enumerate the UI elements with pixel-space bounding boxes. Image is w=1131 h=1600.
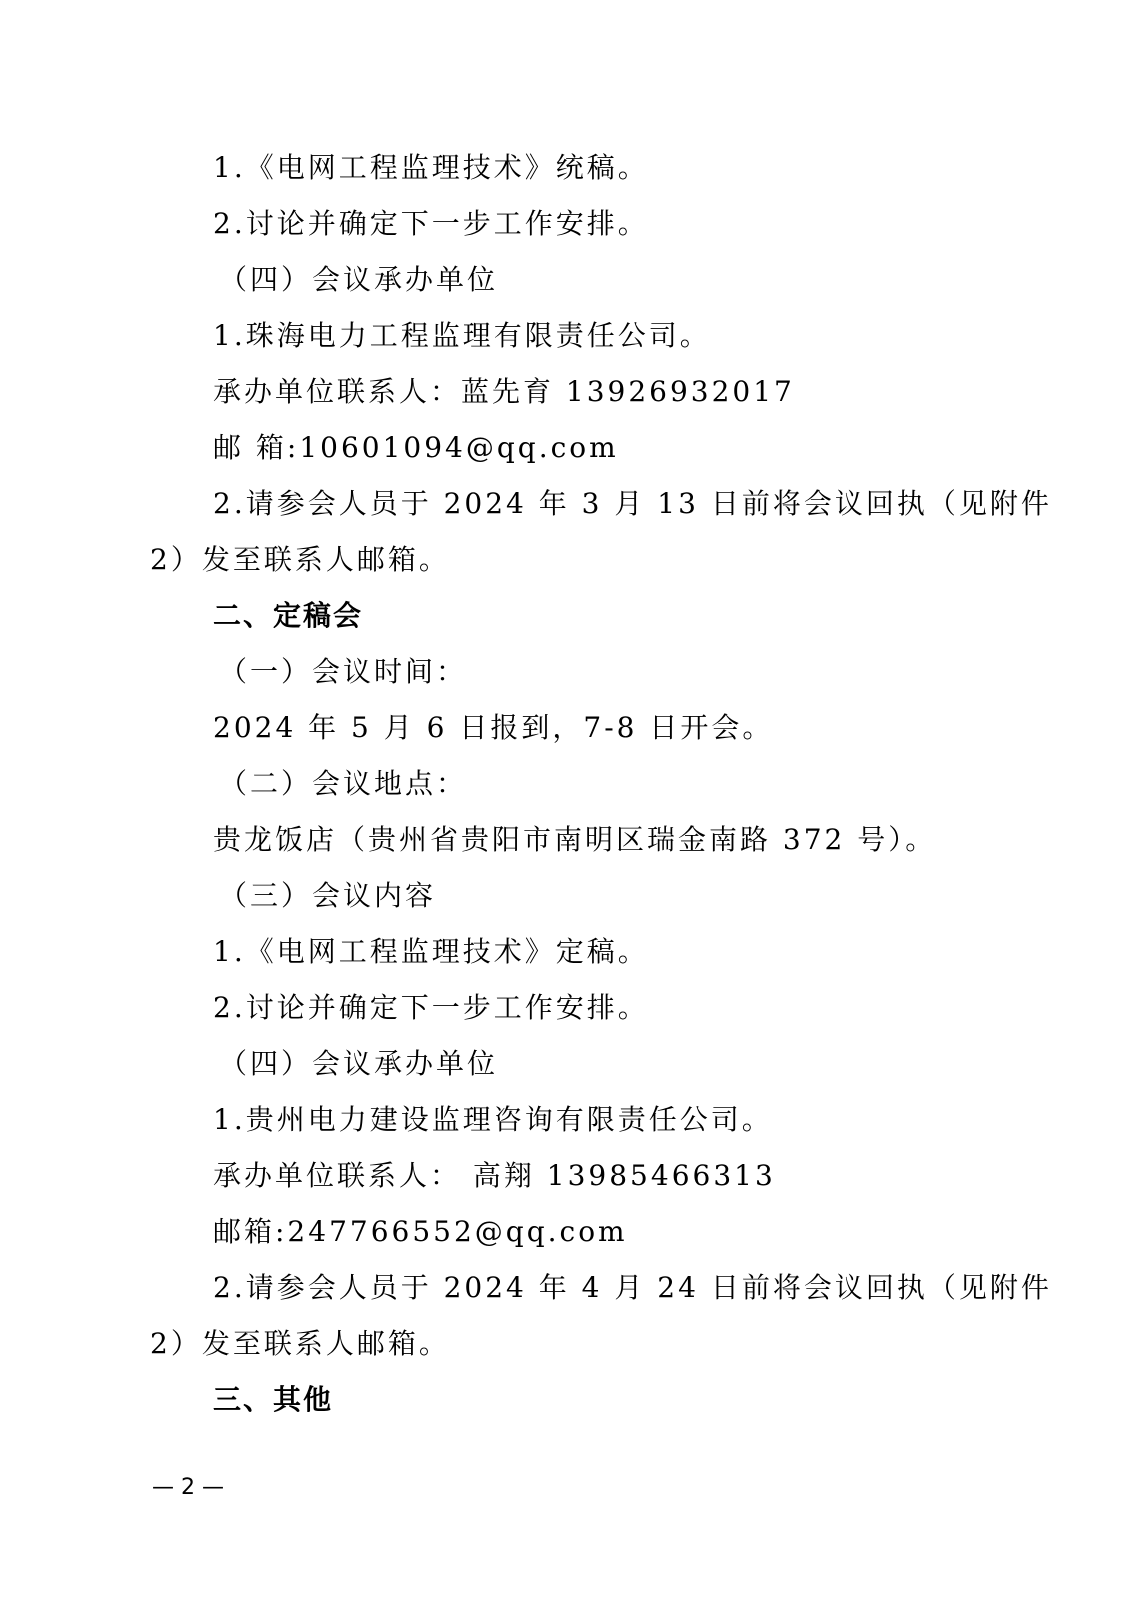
part1-content-item-1: 1.《电网工程监理技术》统稿。	[213, 151, 649, 184]
part1-content-item-2: 2.讨论并确定下一步工作安排。	[213, 207, 649, 240]
page-number: — 2 —	[152, 1475, 224, 1500]
section2-organizer-heading: （四）会议承办单位	[219, 1047, 499, 1080]
section2-location-heading: （二）会议地点：	[219, 767, 468, 800]
part1-email: 邮 箱:10601094@qq.com	[213, 431, 619, 464]
section2-email: 邮箱:247766552@qq.com	[213, 1215, 628, 1248]
section2-time-heading: （一）会议时间：	[219, 655, 468, 688]
section2-rsvp-line1: 2.请参会人员于 2024 年 4 月 24 日前将会议回执（见附件	[213, 1271, 1052, 1304]
section2-content-item-2: 2.讨论并确定下一步工作安排。	[213, 991, 649, 1024]
section2-rsvp-line2: 2）发至联系人邮箱。	[150, 1327, 450, 1360]
section2-content-item-1: 1.《电网工程监理技术》定稿。	[213, 935, 649, 968]
section3-heading: 三、其他	[213, 1383, 334, 1416]
part1-rsvp-line2: 2）发至联系人邮箱。	[150, 543, 450, 576]
section2-contact: 承办单位联系人： 高翔 13985466313	[213, 1159, 776, 1192]
part1-organizer-item-1: 1.珠海电力工程监理有限责任公司。	[213, 319, 711, 352]
part1-contact: 承办单位联系人：蓝先育 13926932017	[213, 375, 795, 408]
section2-heading: 二、定稿会	[213, 599, 364, 632]
part1-organizer-heading: （四）会议承办单位	[219, 263, 499, 296]
section2-time-text: 2024 年 5 月 6 日报到，7-8 日开会。	[213, 711, 774, 744]
section2-location-text: 贵龙饭店（贵州省贵阳市南明区瑞金南路 372 号）。	[213, 823, 937, 856]
section2-content-heading: （三）会议内容	[219, 879, 437, 912]
section2-organizer-item-1: 1.贵州电力建设监理咨询有限责任公司。	[213, 1103, 773, 1136]
part1-rsvp-line1: 2.请参会人员于 2024 年 3 月 13 日前将会议回执（见附件	[213, 487, 1052, 520]
